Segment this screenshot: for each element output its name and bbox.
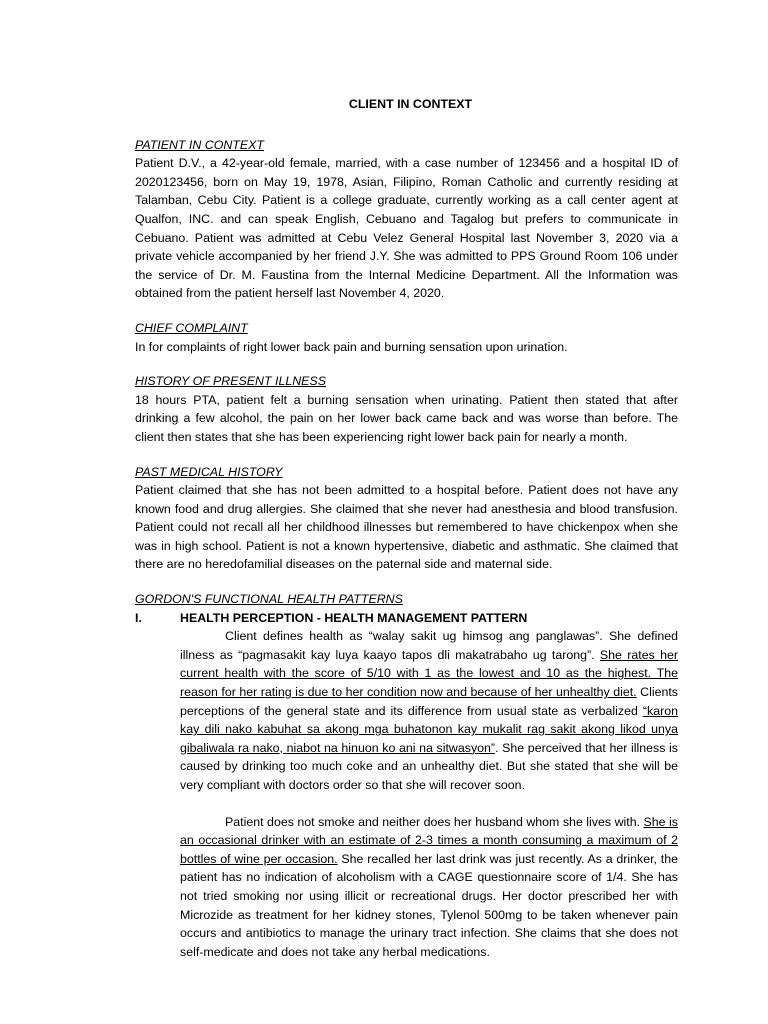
- para1-underlined-quote: “karon kay dili nako kabuhat sa akong mga buhatonon kay mukalit rag sakit akong likod unya gibaliwala ra nako, niabot na hinuon ko ani na sitwasyon”: [180, 703, 678, 755]
- past-medical-history-section: [135, 463, 678, 575]
- history-present-illness-heading: HISTORY OF PRESENT ILLNESS: [135, 374, 326, 389]
- patient-in-context-section: [135, 136, 678, 303]
- document-title: CLIENT IN CONTEXT: [348, 97, 473, 111]
- chief-complaint-text: In for complaints of right lower back pain and burning sensation upon urination.: [135, 339, 568, 354]
- gordons-heading: GORDON'S FUNCTIONAL HEALTH PATTERNS: [135, 592, 403, 607]
- para1-underlined-rating: She rates her current health with the score of 5/10 with 1 as the lowest and 10 as the highest. The reason for her rating is due to her condition now and because of her unhealthy diet.: [180, 647, 679, 700]
- history-present-illness-section: [135, 372, 678, 446]
- past-medical-history-heading: PAST MEDICAL HISTORY: [135, 464, 283, 479]
- history-present-illness-text: 18 hours PTA, patient felt a burning sensation when urinating. Patient then stated that after drinking a few alcohol, the pain on her lower back came back and was worse than before. The client then states that she has been experiencing right lower back pain for nearly a month.: [135, 392, 678, 444]
- pattern-title: HEALTH PERCEPTION - HEALTH MANAGEMENT PATTERN: [180, 610, 528, 625]
- substance-use-paragraph: [180, 813, 678, 962]
- gordons-section: [135, 590, 678, 961]
- pattern-body: [135, 627, 678, 961]
- pattern-list-item: [135, 609, 678, 628]
- paragraph-gap: [180, 795, 678, 813]
- para1-text-c: Clients perceptions of the general state and its difference from usual state as verbalized: [180, 685, 678, 718]
- para1-text-e: . She perceived that her illness is caused by drinking too much coke and an unhealthy diet. But she stated that she will be very compliant with doctors order so that she will recover soon.: [180, 740, 678, 792]
- chief-complaint-heading: CHIEF COMPLAINT: [135, 320, 248, 335]
- patient-in-context-heading: PATIENT IN CONTEXT: [135, 137, 264, 152]
- health-perception-paragraph: [180, 627, 678, 794]
- pattern-list-marker: I.: [135, 610, 142, 625]
- para1-text-a: Client defines health as “walay sakit ug himsog ang panglawas”. She defined illness as “pagmasakit kay luya kaayo tapos dli makatrabaho ug tarong”.: [180, 629, 678, 662]
- para2-text-c: She recalled her last drink was just recently. As a drinker, the patient has no indication of alcoholism with a CAGE questionnaire score of 1/4. She has not tried smoking nor using illicit or recreational drugs. Her doctor prescribed her with Microzide as treatment for her kidney stones, Tylenol 500mg to be taken whenever pain occurs and antibiotics to manage the urinary tract infection. She claims that she does not self-medicate and does not take any herbal medications.: [180, 851, 678, 959]
- para2-underlined-drinking: She is an occasional drinker with an estimate of 2-3 times a month consuming a maximum of 2 bottles of wine per occasion.: [180, 814, 679, 866]
- patient-in-context-text: Patient D.V., a 42-year-old female, married, with a case number of 123456 and a hospital ID of 2020123456, born on May 19, 1978, Asian, Filipino, Roman Catholic and currently residing at Talamban, Cebu City. Patient is a college graduate, currently working as a call center agent at Qualfon, INC. and can speak English, Cebuano and Tagalog but prefers to communicate in Cebuano. Patient was admitted at Cebu Velez General Hospital last November 3, 2020 via a private vehicle accompanied by her friend J.Y. She was admitted to PPS Ground Room 106 under the service of Dr. M. Faustina from the Internal Medicine Department. All the Information was obtained from the patient herself last November 4, 2020.: [135, 156, 678, 301]
- chief-complaint-section: [135, 319, 678, 356]
- past-medical-history-text: Patient claimed that she has not been admitted to a hospital before. Patient does not have any known food and drug allergies. She claimed that she never had anesthesia and blood transfusion. Patient could not recall all her childhood illnesses but remembered to have chickenpox when she was in high school. Patient is not a known hypertensive, diabetic and asthmatic. She claimed that there are no heredofamilial diseases on the paternal side and maternal side.: [135, 483, 678, 572]
- para2-text-a: Patient does not smoke and neither does her husband whom she lives with.: [225, 814, 644, 829]
